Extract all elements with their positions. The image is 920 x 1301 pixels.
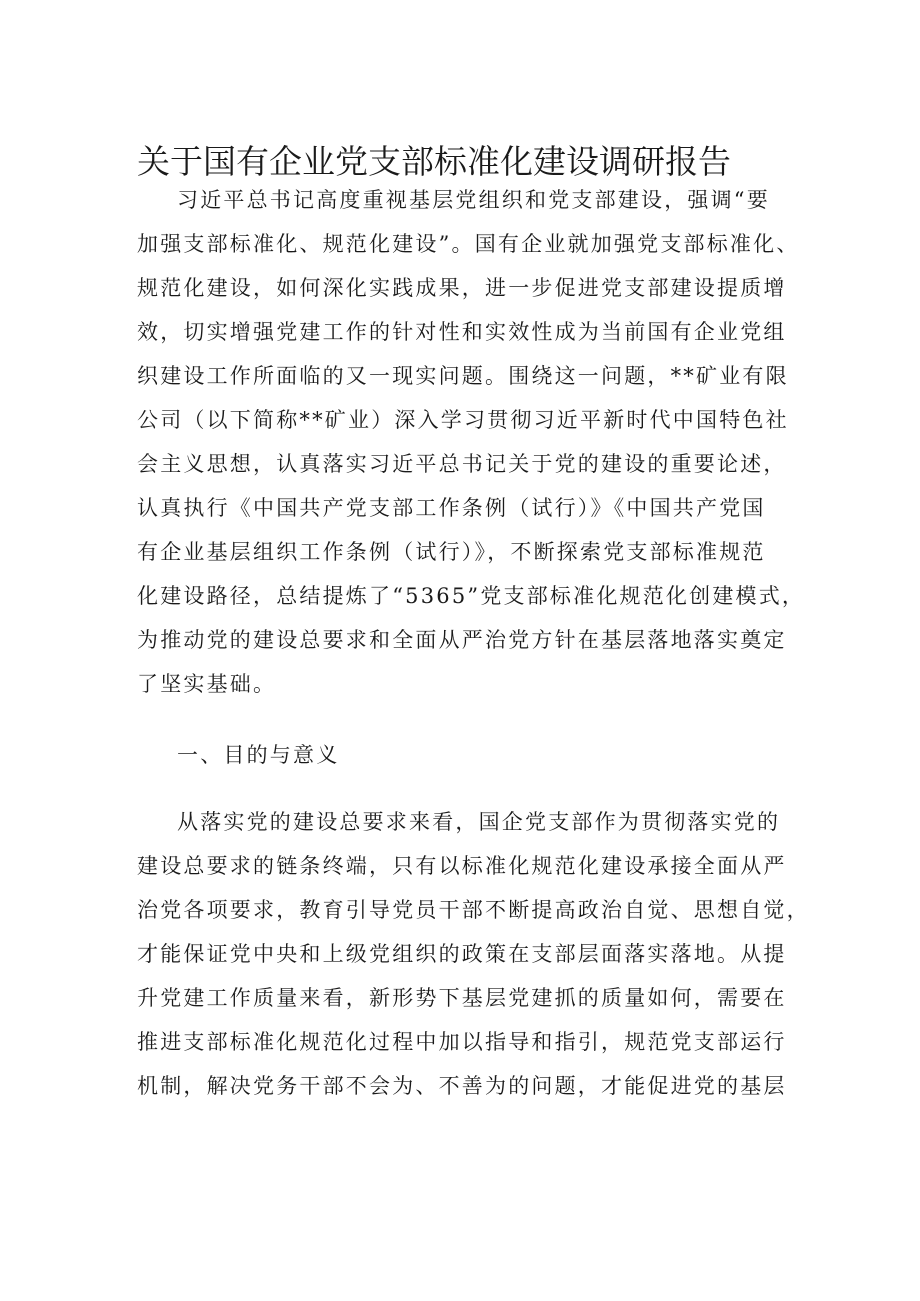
intro-line-7: 会主义思想，认真落实习近平总书记关于党的建设的重要论述， xyxy=(137,452,787,476)
intro-line-5: 织建设工作所面临的又一现实问题。围绕这一问题，**矿业有限 xyxy=(137,364,789,388)
section-heading: 一、目的与意义 xyxy=(177,743,340,767)
intro-line-4: 效，切实增强党建工作的针对性和实效性成为当前国有企业党组 xyxy=(137,320,787,344)
document-title: 关于国有企业党支部标准化建设调研报告 xyxy=(137,142,731,181)
intro-line-3: 规范化建设，如何深化实践成果，进一步促进党支部建设提质增 xyxy=(137,276,787,300)
intro-line-8: 认真执行《中国共产党支部工作条例（试行）》《中国共产党国 xyxy=(137,496,766,520)
section-line-6: 推进支部标准化规范化过程中加以指导和指引，规范党支部运行 xyxy=(137,1030,787,1054)
intro-line-6: 公司（以下简称**矿业）深入学习贯彻习近平新时代中国特色社 xyxy=(137,408,789,432)
section-line-4: 才能保证党中央和上级党组织的政策在支部层面落实落地。从提 xyxy=(137,942,787,966)
section-line-7: 机制，解决党务干部不会为、不善为的问题，才能促进党的基层 xyxy=(137,1074,787,1098)
intro-line-9: 有企业基层组织工作条例（试行）》，不断探索党支部标准规范 xyxy=(137,540,766,564)
intro-line-2: 加强支部标准化、规范化建设”。国有企业就加强党支部标准化、 xyxy=(137,232,800,256)
intro-line-12: 了坚实基础。 xyxy=(137,672,277,696)
section-line-5: 升党建工作质量来看，新形势下基层党建抓的质量如何，需要在 xyxy=(137,986,787,1010)
intro-line-11: 为推动党的建设总要求和全面从严治党方针在基层落地落实奠定 xyxy=(137,628,787,652)
section-line-3: 治党各项要求，教育引导党员干部不断提高政治自觉、思想自觉， xyxy=(137,898,810,922)
section-line-2: 建设总要求的链条终端，只有以标准化规范化建设承接全面从严 xyxy=(137,854,787,878)
section-line-1: 从落实党的建设总要求来看，国企党支部作为贯彻落实党的 xyxy=(177,810,781,834)
intro-line-10: 化建设路径，总结提炼了“5365”党支部标准化规范化创建模式， xyxy=(137,584,806,608)
intro-line-1: 习近平总书记高度重视基层党组织和党支部建设，强调“要 xyxy=(177,188,770,212)
